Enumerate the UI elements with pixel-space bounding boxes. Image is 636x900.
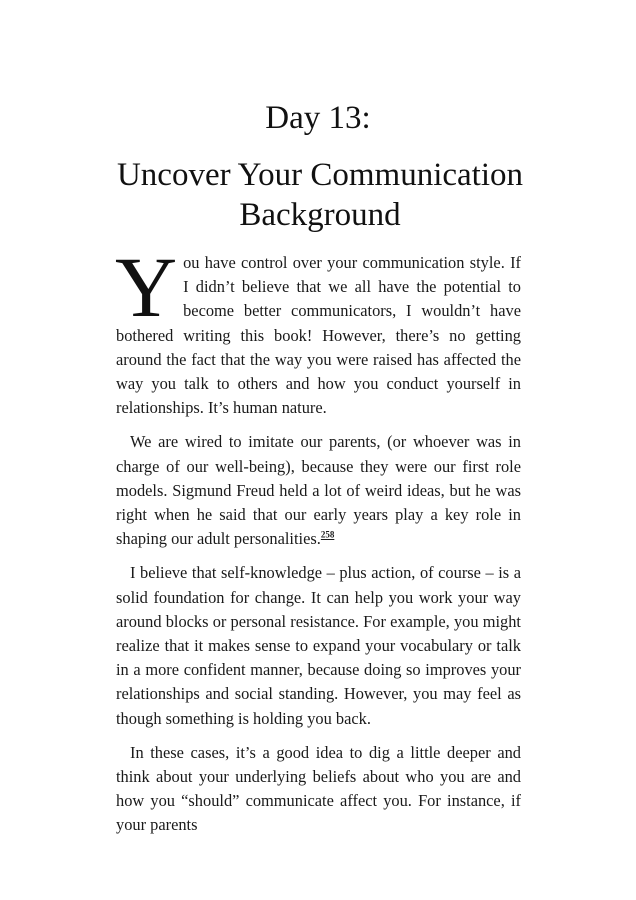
paragraph — [115, 239, 521, 420]
paragraph-text: In these cases, it’s a good idea to dig a little deeper and think about your underlying beliefs about who you are and how you “should” communicate affect you. For instance, if your parents — [116, 742, 521, 835]
paragraph-text: ou have control over your communication style. If I didn’t believe that we all have the potential to become better communicators, I wouldn’t have bothered writing this book! However, there’s no getting around the fact that the way you were raised has affected the way you talk to others and how you conduct yourself in relationships. It’s human nature. — [116, 253, 521, 418]
drop-cap: Y — [115, 239, 178, 335]
day-heading: Day 13: — [265, 100, 371, 136]
chapter-title: Uncover Your Communication Background — [116, 157, 524, 233]
paragraph — [116, 430, 521, 551]
paragraph-text: We are wired to imitate our parents, (or whoever was in charge of our well-being), because they were our first role models. Sigmund Freud held a lot of weird ideas, but he was right when he said that our early years play a key role in shaping our adult personalities. — [116, 432, 521, 549]
paragraph — [116, 741, 521, 838]
paragraph — [116, 561, 521, 730]
body-text — [115, 239, 521, 848]
footnote-reference[interactable]: 258 — [320, 529, 335, 540]
paragraph-text: I believe that self-knowledge – plus action, of course – is a solid foundation for change. It can help you work your way around blocks or personal resistance. For example, you might realize that it makes sense to expand your vocabulary or talk in a more confident manner, because doing so improves your relationships and social standing. However, you may feel as though something is holding you back. — [116, 563, 521, 728]
